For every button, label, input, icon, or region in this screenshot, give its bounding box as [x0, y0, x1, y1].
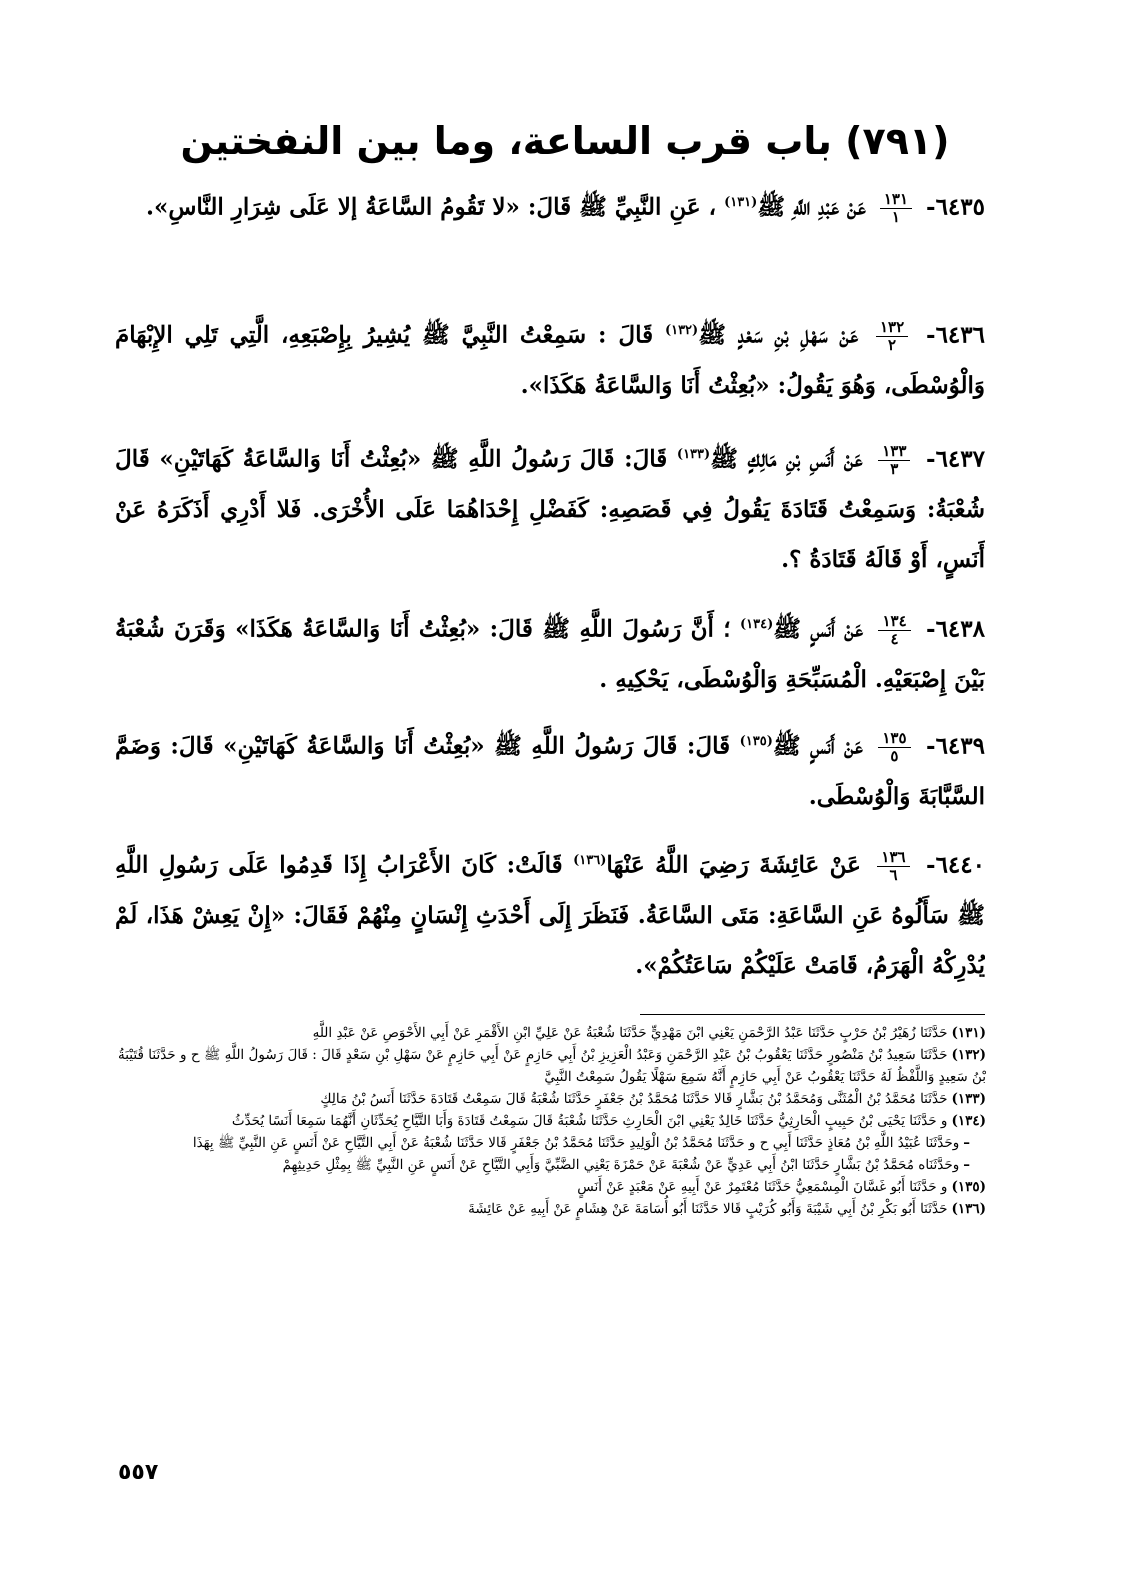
hadith-number: ٦٤٣٨-: [926, 615, 985, 643]
hadith-fraction: $\frac{١٣٢}{٢}$: [876, 319, 908, 354]
hadith-number: ٦٤٤٠-: [926, 851, 985, 879]
page-number: ٥٥٧: [118, 1460, 159, 1485]
footnote-ref: (١٣٤): [739, 617, 774, 632]
hadith-narrator: عَنْ عَائِشَةَ رَضِيَ اللَّهُ عَنْهَا: [606, 851, 861, 879]
hadith-6439: [115, 717, 985, 817]
footnote: (١٣٦)حَدَّثَنَا أَبُو بَكْرِ بْنُ أَبِي شَيْبَةَ وَأَبُو كُرَيْبٍ قَالا حَدَّثَنَا أَبُو أُسَامَةَ عَنْ هِشَامٍ عَنْ أَبِيهِ عَنْ عَائِشَةَ: [468, 1201, 986, 1217]
hadith-text: ، عَنِ النَّبِيِّ ﷺ قَالَ: «لا تَقُومُ السَّاعَةُ إلا عَلَى شِرَارِ النَّاسِ».: [145, 193, 717, 221]
chapter-title: (٧٩١) باب قرب الساعة، وما بين النفختين: [180, 119, 950, 163]
footnotes: [118, 1022, 986, 1220]
footnote-separator: [640, 1014, 985, 1015]
hadith-number: ٦٤٣٦-: [926, 321, 985, 349]
footnote: (١٣٥)و حَدَّثَنَا أَبُو غَسَّانَ الْمِسْمَعِيُّ حَدَّثَنَا مُعْتَمِرٌ عَنْ أَبِيهِ عَنْ مَعْبَدٍ عَنْ أَنَسٍ: [577, 1179, 986, 1195]
hadith-6440: [115, 836, 985, 986]
hadith-text: قَالَ: قَالَ رَسُولُ اللَّهِ ﷺ «بُعِثْتُ أَنَا وَالسَّاعَةُ كَهَاتَيْنِ» قَالَ: وَضَمَّ السَّبَّابَةَ وَالْوُسْطَى.: [115, 732, 985, 810]
hadith-fraction: $\frac{١٣٣}{٣}$: [878, 443, 910, 478]
footnote-ref: (١٣٢): [664, 323, 699, 338]
hadith-text: قَالَتْ: كَانَ الأَعْرَابُ إِذَا قَدِمُوا عَلَى رَسُولِ اللَّهِ ﷺ سَأَلُوهُ عَنِ السَّاعَةِ: مَتَى السَّاعَةُ. فَنَظَرَ إِلَى أَحْدَثِ إِنْسَانٍ مِنْهُمْ فَقَالَ: «إِنْ يَعِشْ هَذَا، لَمْ يُدْرِكْهُ الْهَرَمُ، قَامَتْ عَلَيْكُمْ سَاعَتُكُمْ».: [115, 851, 985, 979]
hadith-narrator: عَنْ عَبْدِ اللَّهِ ﷺ: [757, 193, 866, 221]
hadith-6436: [115, 306, 985, 406]
hadith-text: قَالَ : سَمِعْتُ النَّبِيَّ ﷺ يُشِيرُ بِإِصْبَعِهِ، الَّتِي تَلِي الإِبْهَامَ وَالْوُسْطَى، وَهُوَ يَقُولُ: «بُعِثْتُ أَنَا وَالسَّاعَةُ هَكَذَا».: [115, 321, 985, 399]
hadith-narrator: عَنْ أَنَسٍ ﷺ: [773, 615, 864, 643]
hadith-fraction: $\frac{١٣٥}{٥}$: [878, 730, 910, 765]
hadith-6437: [115, 430, 985, 580]
hadith-number: ٦٤٣٥-: [926, 193, 985, 221]
hadith-text: قَالَ: قَالَ رَسُولُ اللَّهِ ﷺ «بُعِثْتُ أَنَا وَالسَّاعَةُ كَهَاتَيْنِ» قَالَ شُعْبَةُ: وَسَمِعْتُ قَتَادَةَ يَقُولُ فِي قَصَصِهِ: كَفَضْلِ إِحْدَاهُمَا عَلَى الأُخْرَى. فَلا أَدْرِي أَذَكَرَهُ عَنْ أَنَسٍ، أَوْ قَالَهُ قَتَادَةُ ؟.: [115, 445, 985, 573]
hadith-6438: [115, 600, 985, 700]
hadith-number: ٦٤٣٩-: [926, 732, 985, 760]
hadith-narrator: عَنْ سَهْلِ بْنِ سَعْدٍ ﷺ: [698, 321, 859, 349]
hadith-fraction: $\frac{١٣٦}{٦}$: [877, 849, 909, 884]
hadith-number: ٦٤٣٧-: [926, 445, 985, 473]
hadith-fraction: $\frac{١٣١}{١}$: [880, 191, 912, 226]
footnote-ref: (١٣٥): [739, 734, 773, 749]
footnote: (١٣١)حَدَّثَنَا زُهَيْرُ بْنُ حَرْبٍ حَدَّثَنَا عَبْدُ الرَّحْمَنِ يَعْنِي ابْنَ مَهْدِيٍّ حَدَّثَنَا شُعْبَةُ عَنْ عَلِيِّ ابْنِ الأَقْمَرِ عَنْ أَبِي الأَحْوَصِ عَنْ عَبْدِ اللَّهِ: [312, 1025, 986, 1041]
footnote-ref: (١٣٦): [573, 853, 607, 868]
hadith-narrator: عَنْ أَنَسِ بْنِ مَالِكٍ ﷺ: [710, 445, 863, 473]
footnote: –وحَدَّثَنَاه مُحَمَّدُ بْنُ بَشَّارٍ حَدَّثَنَا ابْنُ أَبِي عَدِيٍّ عَنْ شُعْبَةَ عَنْ حَمْزَةَ يَعْنِي الضَّبِّيَّ وَأَبِي التَّيَّاحِ عَنْ أَنَسٍ عَنِ النَّبِيِّ ﷺ بِمِثْلِ حَدِيثِهِمْ: [282, 1157, 970, 1173]
footnote-ref: (١٣١): [724, 195, 758, 210]
footnote: (١٣٢)حَدَّثَنَا سَعِيدُ بْنُ مَنْصُورٍ حَدَّثَنَا يَعْقُوبُ بْنُ عَبْدِ الرَّحْمَنِ وَعَبْدُ الْعَزِيزِ بْنُ أَبِي حَازِمٍ عَنْ أَبِي حَازِمٍ عَنْ سَهْلِ بْنِ سَعْدٍ قَالَ : قَالَ رَسُولُ اللَّهِ ﷺ ح و حَدَّثَنَا قُتَيْبَةُ بْنُ سَعِيدٍ وَاللَّفْظُ لَهُ حَدَّثَنَا يَعْقُوبُ عَنْ أَبِي حَازِمٍ أَنَّهُ سَمِعَ سَهْلًا يَقُولُ سَمِعْتُ النَّبِيَّ: [118, 1047, 986, 1085]
footnote-ref: (١٣٣): [676, 447, 711, 462]
hadith-text: ؛ أَنَّ رَسُولَ اللَّهِ ﷺ قَالَ: «بُعِثْتُ أَنَا وَالسَّاعَةُ هَكَذَا» وَقَرَنَ شُعْبَةُ بَيْنَ إِصْبَعَيْهِ. الْمُسَبِّحَةِ وَالْوُسْطَى، يَحْكِيهِ .: [115, 615, 985, 693]
hadith-narrator: عَنْ أَنَسٍ ﷺ: [772, 732, 863, 760]
footnote: (١٣٤)و حَدَّثَنَا يَحْيَى بْنُ حَبِيبٍ الْحَارِثِيُّ حَدَّثَنَا خَالِدٌ يَعْنِي ابْنَ الْحَارِثِ حَدَّثَنَا شُعْبَةُ قَالَ سَمِعْتُ قَتَادَةَ وَأَبَا التَّيَّاحِ يُحَدِّثَانِ أَنَّهُمَا سَمِعَا أَنَسًا يُحَدِّثُ: [231, 1113, 986, 1129]
footnote: –وحَدَّثَنَا عُبَيْدُ اللَّهِ بْنُ مُعَاذٍ حَدَّثَنَا أَبِي ح و حَدَّثَنَا مُحَمَّدُ بْنُ الْوَلِيدِ حَدَّثَنَا مُحَمَّدُ بْنُ جَعْفَرٍ قَالا حَدَّثَنَا شُعْبَةُ عَنْ أَبِي التَّيَّاحِ عَنْ أَنَسٍ عَنِ النَّبِيِّ ﷺ بِهَذَا: [192, 1135, 970, 1151]
footnote: (١٣٣)حَدَّثَنَا مُحَمَّدُ بْنُ الْمُثَنَّى وَمُحَمَّدُ بْنُ بَشَّارٍ قَالا حَدَّثَنَا مُحَمَّدُ بْنُ جَعْفَرٍ حَدَّثَنَا شُعْبَةُ قَالَ سَمِعْتُ قَتَادَةَ حَدَّثَنَا أَنَسُ بْنُ مَالِكٍ: [320, 1091, 986, 1107]
hadith-6435: [115, 178, 985, 278]
hadith-fraction: $\frac{١٣٤}{٤}$: [878, 613, 910, 648]
